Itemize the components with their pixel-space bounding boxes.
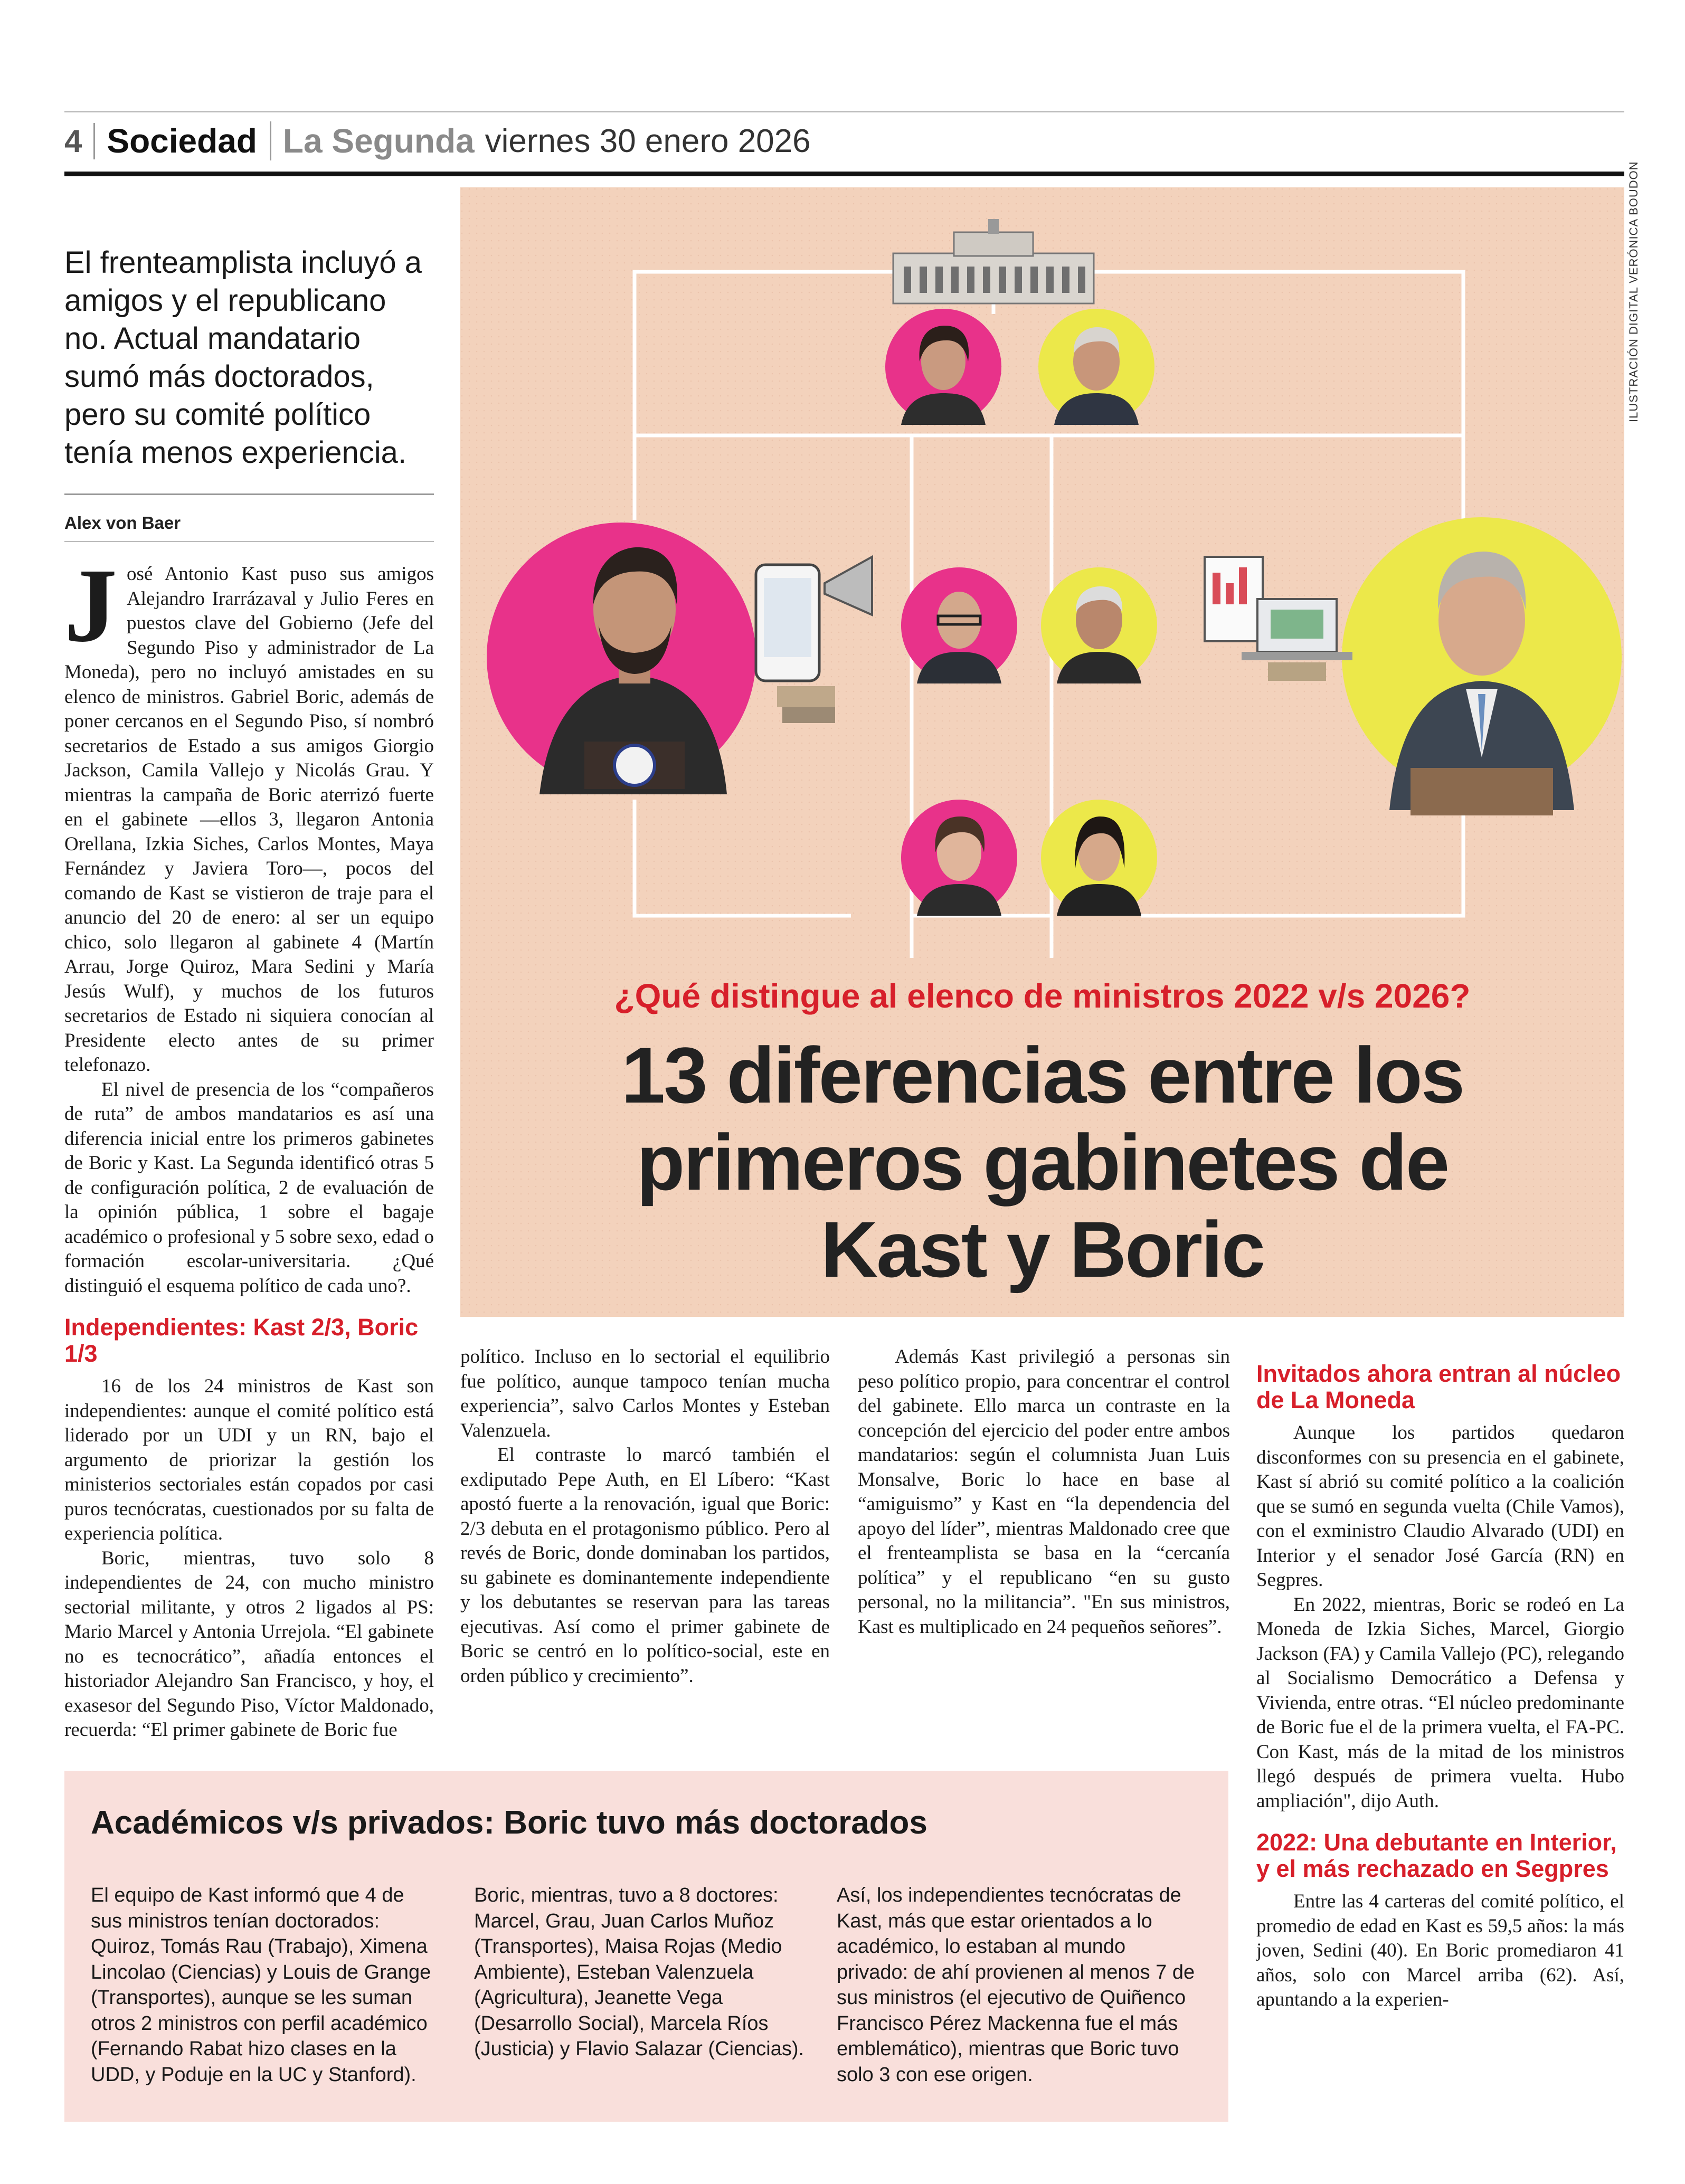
page-number: 4 <box>64 123 95 159</box>
publication-name: La Segunda <box>282 122 475 160</box>
article-column-1 <box>64 547 434 1743</box>
paragraph: Boric, mientras, tuvo solo 8 independientes de 24, con mucho ministro sectorial militante, y otros 2 ligados al PS: Mario Marcel y Antonia Urrejola. “El gabinete no es tecnocrático”, añadía entonces el historiador Alejandro San Francisco, y hoy, el exasesor del Segundo Piso, Víctor Maldonado, recuerda: “El primer gabinete de Boric fue <box>64 1547 434 1741</box>
paragraph: En 2022, mientras, Boric se rodeó en La Moneda de Izkia Siches, Marcel, Giorgio Jackson (FA) y Camila Vallejo (PC), relegando al Socialismo Democrático a Defensa y Vivienda, entre otras. “El núcleo predominante de Boric fue el de la primera vuelta, el FA-PC. Con Kast, más de la mitad de los ministros llegó después de primera vuelta. Hubo ampliación", dijo Auth. <box>1256 1593 1624 1812</box>
sidebar-column-3 <box>837 1883 1201 2087</box>
paragraph: Aunque los partidos quedaron disconformes con su presencia en el gabinete, Kast sí abrió su comité político a la coalición que se sumó en segunda vuelta (Chile Vamos), con el exministro Claudio Alvarado (UDI) en Interior y el senador José García (RN) en Segpres. <box>1256 1422 1624 1591</box>
byline: Alex von Baer <box>64 513 181 533</box>
subhead-independientes: Independientes: Kast 2/3, Boric 1/3 <box>64 1314 419 1367</box>
sidebar-column-2 <box>474 1883 817 2062</box>
paragraph: El nivel de presencia de los “compañeros de ruta” de ambos mandatarios es así una diferencia inicial entre los primeros gabinetes de Boric y Kast. La Segunda identificó otras 5 de configuración política, 2 de evaluación de la opinión pública, 1 sobre el bagaje académico o profesional y 5 sobre sexo, edad o formación escolar-universitaria. ¿Qué distinguió el esquema político de cada uno?. <box>64 1078 434 1297</box>
headline <box>460 1032 1624 1293</box>
page-header <box>64 117 811 165</box>
sidebar-title: Académicos v/s privados: Boric tuvo más doctorados <box>91 1805 927 1841</box>
paragraph: Entre las 4 carteras del comité político, el promedio de edad en Kast es 59,5 años: la más joven, Sedini (40). En Boric promediaron 41 años, solo con Marcel arriba (62). Así, apuntando a la experien- <box>1256 1891 1624 2010</box>
subhead-invitados: Invitados ahora entran al núcleo de La Moneda <box>1256 1360 1621 1413</box>
paragraph: 16 de los 24 ministros de Kast son independientes: aunque el comité político está liderado por un UDI y un RN, bajo el argumento de priorizar la gestión los ministerios sectoriales están copados por casi puros tecnócratas, cuestionados por su falta de experiencia política. <box>64 1375 434 1544</box>
top-rule <box>64 111 1624 112</box>
sidebar-paragraph-continued: Boric, mientras, tuvo a 8 doctores: Marcel, Grau, Juan Carlos Muñoz (Transportes), Maisa Rojas (Medio Ambiente), Esteban Valenzuela (Agricultura), Jeanette Vega (Desarrollo Social), Marcela Ríos (Justicia) y Flavio Salazar (Ciencias). <box>474 1884 804 2060</box>
article-column-4 <box>1256 1345 1624 2012</box>
paragraph-continued: político. Incluso en lo sectorial el equilibrio fue político, aunque tampoco tenían mucha experiencia”, salvo Carlos Montes y Esteban Valenzuela. <box>460 1346 830 1441</box>
sidebar-paragraph: Así, los independientes tecnócratas de Kast, más que estar orientados a lo académico, lo estaban al mundo privado: de ahí provienen al menos 7 de sus ministros (el ejecutivo de Quiñenco Francisco Pérez Mackenna fue el más emblemático), mientras que Boric tuvo solo 3 con ese origen. <box>837 1884 1195 2086</box>
deck: El frenteamplista incluyó a amigos y el republicano no. Actual mandatario sumó más doctorados, pero su comité político tenía menos experiencia. <box>64 245 422 470</box>
article-column-3 <box>858 1345 1230 1639</box>
article-column-2 <box>460 1345 830 1688</box>
section-name: Sociedad <box>95 121 271 160</box>
sidebar-column-1 <box>91 1883 434 2087</box>
subhead-2022: 2022: Una debutante en Interior, y el más rechazado en Segpres <box>1256 1829 1617 1882</box>
headline-line-2: primeros gabinetes de <box>636 1118 1449 1207</box>
deck-rule <box>64 493 434 495</box>
headline-line-1: 13 diferencias entre los <box>621 1031 1464 1119</box>
sidebar-paragraph: El equipo de Kast informó que 4 de sus ministros tenían doctorados: Quiroz, Tomás Rau (Trabajo), Ximena Lincolao (Ciencias) y Louis de Grange (Transportes), aunque se les suman otros 2 ministros con perfil académico (Fernando Rabat hizo clases en la UDD, y Poduje en la UC y Stanford). <box>91 1884 431 2086</box>
header-rule <box>64 172 1624 176</box>
kicker: ¿Qué distingue al elenco de ministros 2022 v/s 2026? <box>614 977 1471 1015</box>
paragraph: El contraste lo marcó también el exdiputado Pepe Auth, en El Líbero: “Kast apostó fuerte a la renovación, igual que Boric: 2/3 debuta en el protagonismo público. Pero al revés de Boric, donde dominaban los partidos, su gabinete es dominantemente independiente y los debutantes se reservan para las tareas ejecutivas. Así como el primer gabinete de Boric se centró en lo político-social, este en orden público y crecimiento”. <box>460 1444 830 1687</box>
paragraph: José Antonio Kast puso sus amigos Alejandro Irarrázaval y Julio Feres en puestos clave del Gobierno (Jefe del Segundo Piso y administrador de La Moneda), pero no incluyó amistades en su elenco de ministros. Gabriel Boric, además de poner cercanos en el Segundo Piso, sí nombró secretarios de Estado a sus amigos Giorgio Jackson, Camila Vallejo y Nicolás Grau. Y mientras la campaña de Boric aterrizó fuerte en el gabinete —ellos 3, llegaron Antonia Orellana, Izkia Siches, Carlos Montes, Maya Fernández y Javiera Toro—, pocos del comando de Kast se vistieron de traje para el anuncio del 20 de enero: al ser un equipo chico, solo llegaron al gabinete 4 (Martín Arrau, Jorge Quiroz, Mara Sedini y María Jesús Wulf), y muchos de los futuros secretarios de Estado ni siquiera conocían al Presidente electo antes de su primer telefonazo. <box>64 547 434 1076</box>
drop-cap: J <box>64 547 117 664</box>
issue-date: viernes 30 enero 2026 <box>485 122 811 159</box>
paragraph: Además Kast privilegió a personas sin peso político propio, para concentrar el control del gabinete. Ello marca un contraste en la concepción del ejercicio del poder entre ambos mandatarios: según el columnista Juan Luis Monsalve, Boric lo hace en base al “amiguismo” y Kast en “la dependencia del apoyo del líder”, mientras Maldonado cree que el frenteamplista se basa en la “cercanía política” y el republicano “en su gusto personal, no la militancia”. "En sus ministros, Kast es multiplicado en 24 pequeños señores”. <box>858 1346 1230 1638</box>
illustration-credit: ILUSTRACIÓN DIGITAL VERÓNICA BOUDON <box>1627 161 1640 422</box>
byline-rule <box>64 541 434 542</box>
headline-line-3: Kast y Boric <box>820 1205 1264 1294</box>
